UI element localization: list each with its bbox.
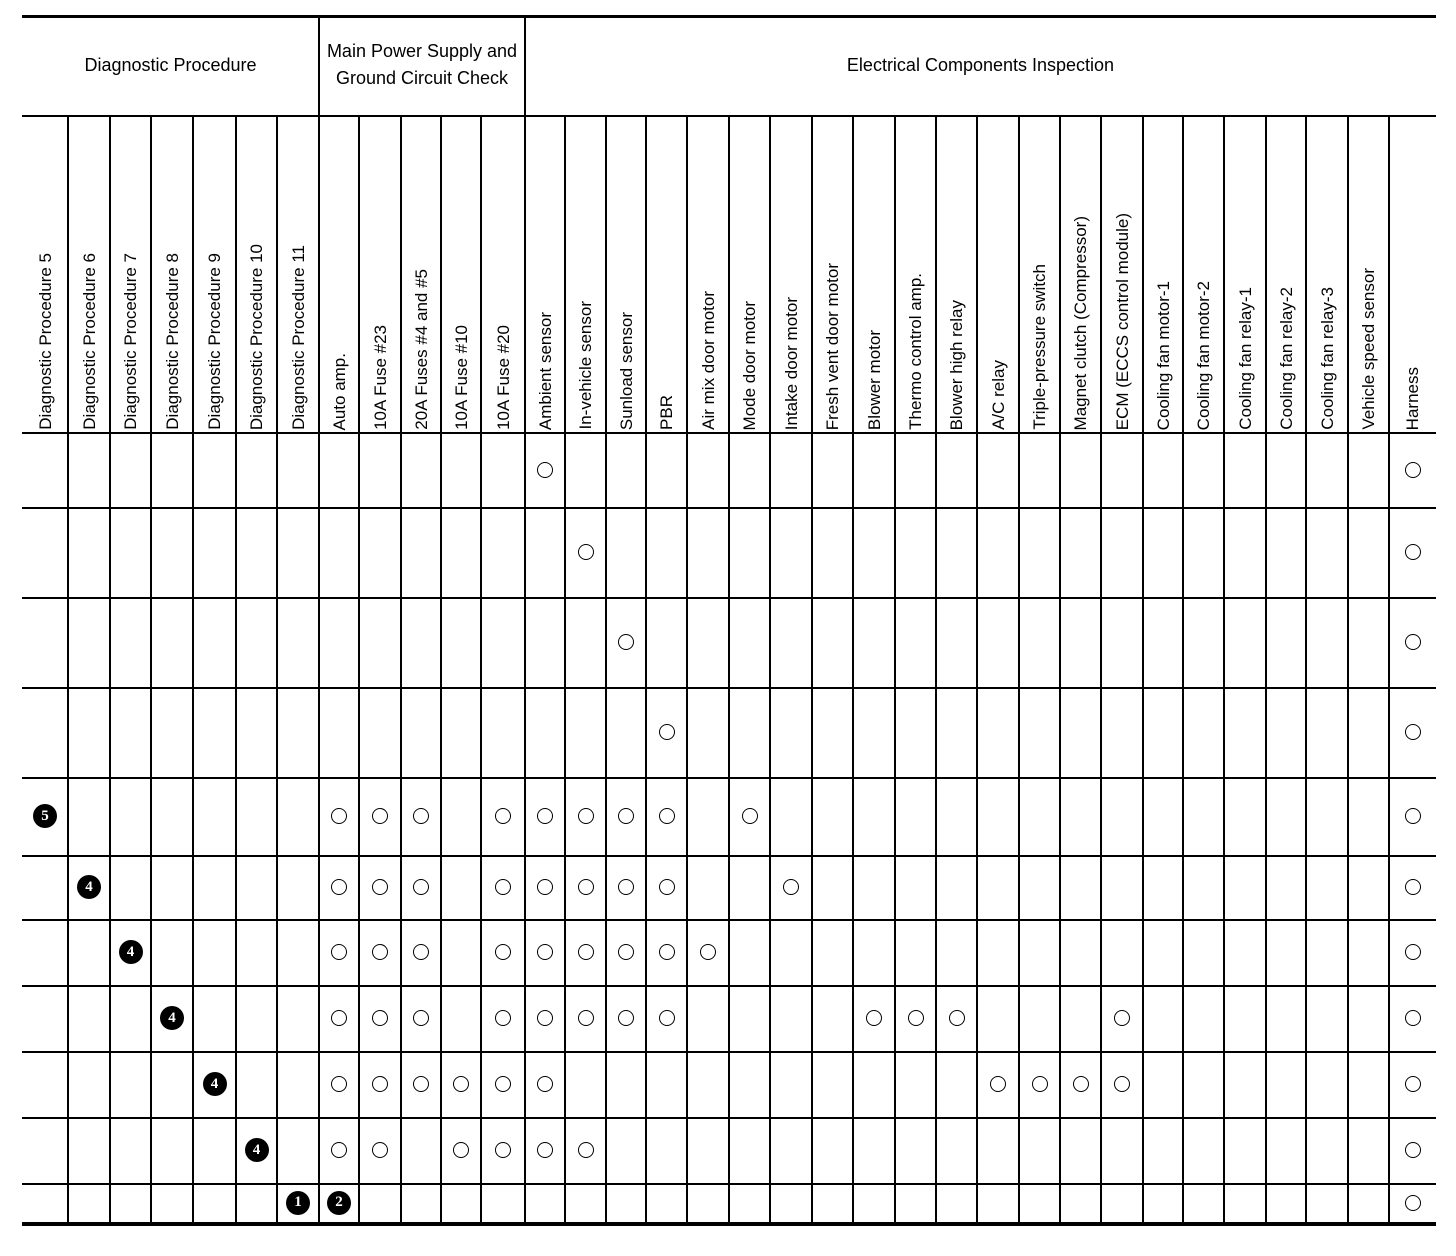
check-circle-icon — [537, 1142, 553, 1158]
column-header — [606, 117, 646, 430]
check-circle-icon — [618, 879, 634, 895]
column-header-label: Diagnostic Procedure 7 — [121, 253, 140, 430]
table-cell — [1389, 432, 1436, 507]
column-header-label: 10A Fuse #20 — [493, 325, 513, 430]
table-cell — [151, 985, 193, 1051]
step-number-badge: 4 — [160, 1006, 184, 1030]
check-circle-icon — [1405, 544, 1421, 560]
check-circle-icon — [742, 808, 758, 824]
column-header — [1266, 117, 1306, 430]
column-header-label: Air mix door motor — [698, 291, 718, 430]
table-cell — [319, 1117, 359, 1183]
column-header-label: Diagnostic Procedure 10 — [247, 243, 266, 430]
table-cell — [606, 597, 646, 687]
table-cell — [606, 777, 646, 855]
column-header-label: Sunload sensor — [616, 311, 636, 430]
check-circle-icon — [372, 1010, 388, 1026]
table-cell — [359, 919, 401, 985]
column-header — [277, 117, 319, 430]
table-cell — [319, 855, 359, 919]
column-header-label: Diagnostic Procedure 9 — [205, 253, 224, 430]
column-header-label: Magnet clutch (Compressor) — [1071, 215, 1090, 430]
table-cell — [1101, 1051, 1143, 1117]
check-circle-icon — [495, 808, 511, 824]
check-circle-icon — [578, 1142, 594, 1158]
column-header — [1143, 117, 1183, 430]
step-number-badge: 4 — [77, 875, 101, 899]
column-header-label: Diagnostic Procedure 5 — [35, 253, 55, 430]
table-cell — [401, 1051, 441, 1117]
column-header-label: A/C relay — [988, 360, 1008, 430]
check-circle-icon — [413, 1076, 429, 1092]
column-header-label: ECM (ECCS control module) — [1112, 212, 1132, 430]
check-circle-icon — [618, 944, 634, 960]
table-cell — [1389, 687, 1436, 777]
column-header-label: Triple-pressure switch — [1030, 264, 1049, 430]
step-number-badge: 2 — [327, 1191, 351, 1215]
check-circle-icon — [1405, 808, 1421, 824]
check-circle-icon — [866, 1010, 882, 1026]
check-circle-icon — [1405, 1076, 1421, 1092]
table-cell — [687, 919, 729, 985]
column-header-label: Cooling fan motor-1 — [1153, 280, 1173, 430]
group-header-1: Main Power Supply and Ground Circuit Check — [326, 41, 518, 88]
check-circle-icon — [578, 544, 594, 560]
table-cell — [646, 985, 687, 1051]
check-circle-icon — [659, 879, 675, 895]
column-header-label: PBR — [657, 395, 676, 430]
check-circle-icon — [413, 879, 429, 895]
table-cell — [525, 855, 565, 919]
table-cell — [1019, 1051, 1060, 1117]
table-cell — [319, 777, 359, 855]
check-circle-icon — [331, 1076, 347, 1092]
table-cell — [359, 985, 401, 1051]
column-header — [359, 117, 401, 430]
column-header — [401, 117, 441, 430]
column-header — [1224, 117, 1266, 430]
table-cell — [565, 919, 606, 985]
check-circle-icon — [495, 944, 511, 960]
check-circle-icon — [783, 879, 799, 895]
check-circle-icon — [495, 879, 511, 895]
check-circle-icon — [578, 944, 594, 960]
table-cell — [110, 919, 151, 985]
column-header — [1306, 117, 1348, 430]
check-circle-icon — [413, 1010, 429, 1026]
check-circle-icon — [1073, 1076, 1089, 1092]
check-circle-icon — [537, 1076, 553, 1092]
table-cell — [565, 1117, 606, 1183]
table-cell — [401, 855, 441, 919]
check-circle-icon — [331, 1142, 347, 1158]
group-divider — [318, 15, 320, 115]
group-header-0: Diagnostic Procedure — [84, 54, 257, 75]
column-header-label: 10A Fuse #23 — [370, 325, 390, 430]
check-circle-icon — [1405, 724, 1421, 740]
column-header — [895, 117, 936, 430]
check-circle-icon — [578, 1010, 594, 1026]
check-circle-icon — [495, 1076, 511, 1092]
table-cell — [481, 1117, 525, 1183]
column-header-label: Intake door motor — [781, 296, 801, 430]
column-header-label: In-vehicle sensor — [576, 301, 595, 430]
table-cell — [565, 855, 606, 919]
table-cell — [22, 777, 68, 855]
column-header-label: Cooling fan motor-2 — [1194, 280, 1213, 430]
table-cell — [1389, 507, 1436, 597]
column-header — [193, 117, 236, 430]
table-cell — [977, 1051, 1019, 1117]
table-cell — [1389, 777, 1436, 855]
check-circle-icon — [495, 1142, 511, 1158]
check-circle-icon — [413, 808, 429, 824]
table-cell — [770, 855, 812, 919]
check-circle-icon — [618, 1010, 634, 1026]
check-circle-icon — [413, 944, 429, 960]
column-header — [68, 117, 110, 430]
step-number-badge: 4 — [203, 1072, 227, 1096]
group-header-2: Electrical Components Inspection — [846, 54, 1115, 75]
check-circle-icon — [578, 879, 594, 895]
column-header — [565, 117, 606, 430]
table-cell — [481, 855, 525, 919]
check-circle-icon — [1405, 1142, 1421, 1158]
table-cell — [1060, 1051, 1101, 1117]
check-circle-icon — [659, 808, 675, 824]
check-circle-icon — [331, 879, 347, 895]
column-header — [236, 117, 277, 430]
check-circle-icon — [372, 1142, 388, 1158]
table-cell — [895, 985, 936, 1051]
check-circle-icon — [659, 944, 675, 960]
column-header-label: Mode door motor — [740, 300, 759, 430]
step-number-badge: 4 — [119, 940, 143, 964]
column-header — [977, 117, 1019, 430]
column-header-label: 20A Fuses #4 and #5 — [411, 269, 431, 430]
table-cell — [319, 985, 359, 1051]
table-cell — [193, 1051, 236, 1117]
step-number-badge: 5 — [33, 804, 57, 828]
table-cell — [646, 777, 687, 855]
table-cell — [236, 1117, 277, 1183]
check-circle-icon — [537, 879, 553, 895]
table-cell — [646, 919, 687, 985]
column-header-label: Diagnostic Procedure 6 — [79, 253, 99, 430]
column-header — [646, 117, 687, 430]
check-circle-icon — [372, 879, 388, 895]
column-header-label: Cooling fan relay-1 — [1235, 287, 1255, 430]
table-cell — [441, 1051, 481, 1117]
check-circle-icon — [990, 1076, 1006, 1092]
column-header-label: Fresh vent door motor — [823, 262, 842, 430]
group-divider — [524, 15, 526, 115]
column-header-label: Auto amp. — [329, 352, 349, 430]
table-cell — [1389, 985, 1436, 1051]
check-circle-icon — [1405, 879, 1421, 895]
table-cell — [729, 777, 770, 855]
table-cell — [359, 1051, 401, 1117]
table-cell — [359, 1117, 401, 1183]
table-cell — [646, 855, 687, 919]
column-header-label: Harness — [1403, 366, 1422, 430]
column-header — [441, 117, 481, 430]
column-header-label: Cooling fan relay-2 — [1276, 287, 1296, 430]
column-header-label: Vehicle speed sensor — [1359, 268, 1378, 430]
column-header — [22, 117, 68, 430]
column-header — [1060, 117, 1101, 430]
check-circle-icon — [495, 1010, 511, 1026]
table-cell — [525, 985, 565, 1051]
column-header — [1183, 117, 1224, 430]
step-number-badge: 1 — [286, 1191, 310, 1215]
check-circle-icon — [331, 808, 347, 824]
check-circle-icon — [1114, 1076, 1130, 1092]
table-cell — [565, 507, 606, 597]
column-header-label: Cooling fan relay-3 — [1317, 287, 1337, 430]
table-cell — [936, 985, 977, 1051]
table-cell — [401, 985, 441, 1051]
column-header — [729, 117, 770, 430]
table-cell — [401, 919, 441, 985]
table-cell — [319, 1051, 359, 1117]
table-cell — [1389, 919, 1436, 985]
table-cell — [606, 985, 646, 1051]
column-header-label: 10A Fuse #10 — [451, 325, 471, 430]
table-cell — [319, 919, 359, 985]
check-circle-icon — [537, 808, 553, 824]
table-cell — [319, 1183, 359, 1222]
table-cell — [565, 985, 606, 1051]
column-header — [1019, 117, 1060, 430]
table-cell — [565, 777, 606, 855]
table-cell — [1101, 985, 1143, 1051]
table-cell — [525, 432, 565, 507]
column-header — [770, 117, 812, 430]
check-circle-icon — [1405, 462, 1421, 478]
check-circle-icon — [578, 808, 594, 824]
column-header-label: Blower motor — [864, 329, 884, 430]
table-cell — [646, 687, 687, 777]
check-circle-icon — [618, 808, 634, 824]
check-circle-icon — [331, 1010, 347, 1026]
table-cell — [359, 777, 401, 855]
column-header-label: Diagnostic Procedure 11 — [288, 245, 308, 430]
column-header — [853, 117, 895, 430]
check-circle-icon — [453, 1076, 469, 1092]
check-circle-icon — [1032, 1076, 1048, 1092]
check-circle-icon — [1405, 634, 1421, 650]
column-header — [1389, 117, 1436, 430]
check-circle-icon — [659, 724, 675, 740]
table-cell — [481, 1051, 525, 1117]
column-header-label: Thermo control amp. — [906, 273, 925, 430]
table-cell — [481, 919, 525, 985]
check-circle-icon — [908, 1010, 924, 1026]
column-header — [687, 117, 729, 430]
column-header — [319, 117, 359, 430]
column-header — [1101, 117, 1143, 430]
table-cell — [525, 1051, 565, 1117]
table-cell — [853, 985, 895, 1051]
check-circle-icon — [1405, 1195, 1421, 1211]
check-circle-icon — [949, 1010, 965, 1026]
table-cell — [401, 777, 441, 855]
check-circle-icon — [659, 1010, 675, 1026]
check-circle-icon — [1114, 1010, 1130, 1026]
table-cell — [1389, 1117, 1436, 1183]
check-circle-icon — [537, 462, 553, 478]
table-cell — [441, 1117, 481, 1183]
table-cell — [606, 919, 646, 985]
check-circle-icon — [331, 944, 347, 960]
table-cell — [481, 985, 525, 1051]
column-header — [812, 117, 853, 430]
table-cell — [525, 777, 565, 855]
table-cell — [481, 777, 525, 855]
table-cell — [277, 1183, 319, 1222]
column-header — [525, 117, 565, 430]
table-cell — [68, 855, 110, 919]
table-cell — [1389, 1051, 1436, 1117]
check-circle-icon — [618, 634, 634, 650]
table-cell — [1389, 597, 1436, 687]
table-bottom-border — [22, 1222, 1436, 1226]
column-header — [151, 117, 193, 430]
column-header — [936, 117, 977, 430]
table-cell — [359, 855, 401, 919]
column-header-label: Ambient sensor — [535, 311, 555, 430]
table-cell — [606, 855, 646, 919]
step-number-badge: 4 — [245, 1138, 269, 1162]
check-circle-icon — [372, 808, 388, 824]
column-header-label: Diagnostic Procedure 8 — [162, 253, 182, 430]
table-cell — [1389, 1183, 1436, 1222]
column-header — [481, 117, 525, 430]
table-cell — [525, 919, 565, 985]
check-circle-icon — [372, 944, 388, 960]
column-header-label: Blower high relay — [947, 299, 966, 430]
table-cell — [1389, 855, 1436, 919]
check-circle-icon — [537, 944, 553, 960]
check-circle-icon — [700, 944, 716, 960]
check-circle-icon — [453, 1142, 469, 1158]
column-header — [1348, 117, 1389, 430]
table-cell — [525, 1117, 565, 1183]
column-header — [110, 117, 151, 430]
check-circle-icon — [1405, 1010, 1421, 1026]
check-circle-icon — [372, 1076, 388, 1092]
check-circle-icon — [537, 1010, 553, 1026]
check-circle-icon — [1405, 944, 1421, 960]
